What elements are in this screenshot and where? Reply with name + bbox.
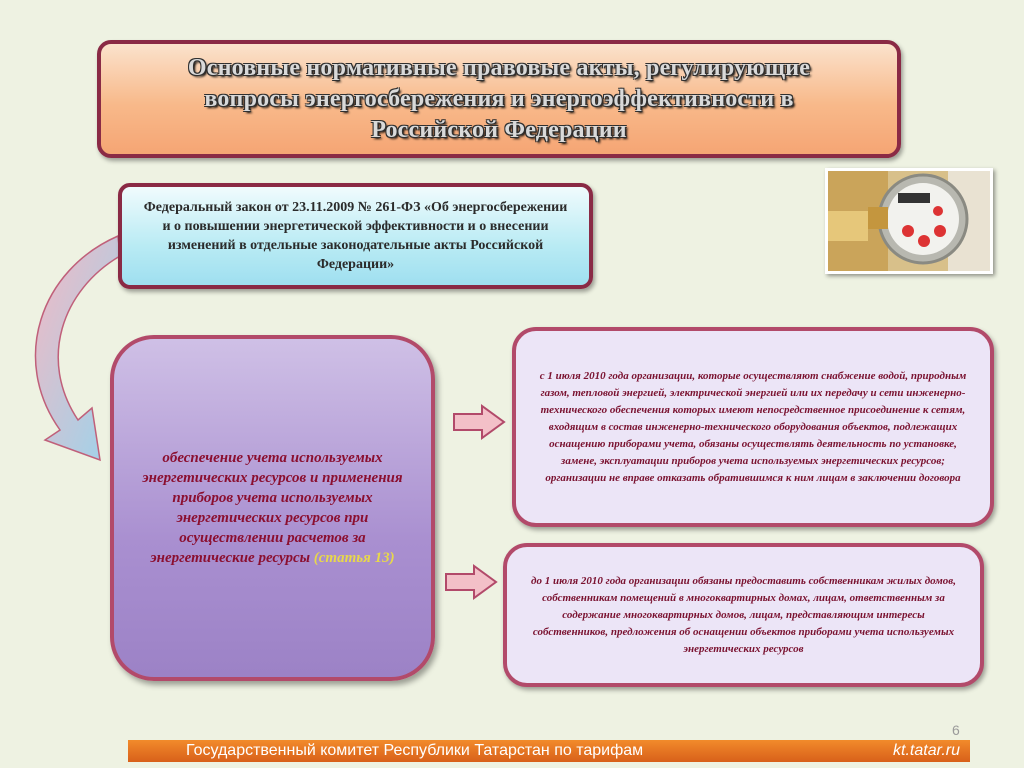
right-panel-2-text: до 1 июля 2010 года организации обязаны предоставить собственникам жилых домов, собственникам помещений в многоквартирных домах, лицам, ответственным за содержание многоквартирных домов, лицам, представляющим интересы собственников, предложения об оснащении объектов приборами учета используемых энергетических ресурсов: [531, 574, 956, 655]
left-panel: [110, 335, 435, 681]
right-panel-1: [512, 327, 994, 527]
right-panel-1-text: с 1 июля 2010 года организации, которые осуществляют снабжение водой, природным газом, тепловой энергией, электрической энергией или их передачу и сети инженерно-технического обеспечения которых имеют непосредственное присоединение к сетям, входящим в состав инженерно-технического оборудования объектов, подлежащих оснащению приборами учета, обязаны осуществлять деятельность по установке, замене, эксплуатации приборов учета используемых энергетических ресурсов; организации не вправе отказать обратившимся к ним лицам в заключении договора: [539, 369, 967, 484]
footer-site-link[interactable]: kt.tatar.ru: [893, 742, 960, 759]
law-box: [118, 183, 593, 289]
water-meter-photo: [825, 168, 993, 274]
right-arrow-icon: [452, 404, 506, 440]
left-panel-text: [114, 448, 431, 568]
footer-organization: Государственный комитет Республики Татарстан по тарифам: [186, 742, 644, 759]
title-box: [97, 40, 901, 158]
page-number: 6: [952, 722, 960, 738]
right-arrow-icon: [444, 564, 498, 600]
law-text: Федеральный закон от 23.11.2009 № 261-ФЗ «Об энергосбережении и о повышении энергетической эффективности и о внесении изменений в отдельные законодательные акты Российской Федерации»: [143, 200, 568, 272]
article-reference: (статья 13): [313, 550, 395, 566]
page-title: Основные нормативные правовые акты, регулирующие вопросы энергосбережения и энергоэффективности в Российской Федерации: [187, 54, 811, 143]
footer-bar: [128, 740, 970, 762]
right-panel-2: [503, 543, 984, 687]
left-panel-body: обеспечение учета используемых энергетических ресурсов и применения приборов учета используемых энергетических ресурсов при осуществлении расчетов за энергетические ресурсы: [142, 450, 403, 566]
